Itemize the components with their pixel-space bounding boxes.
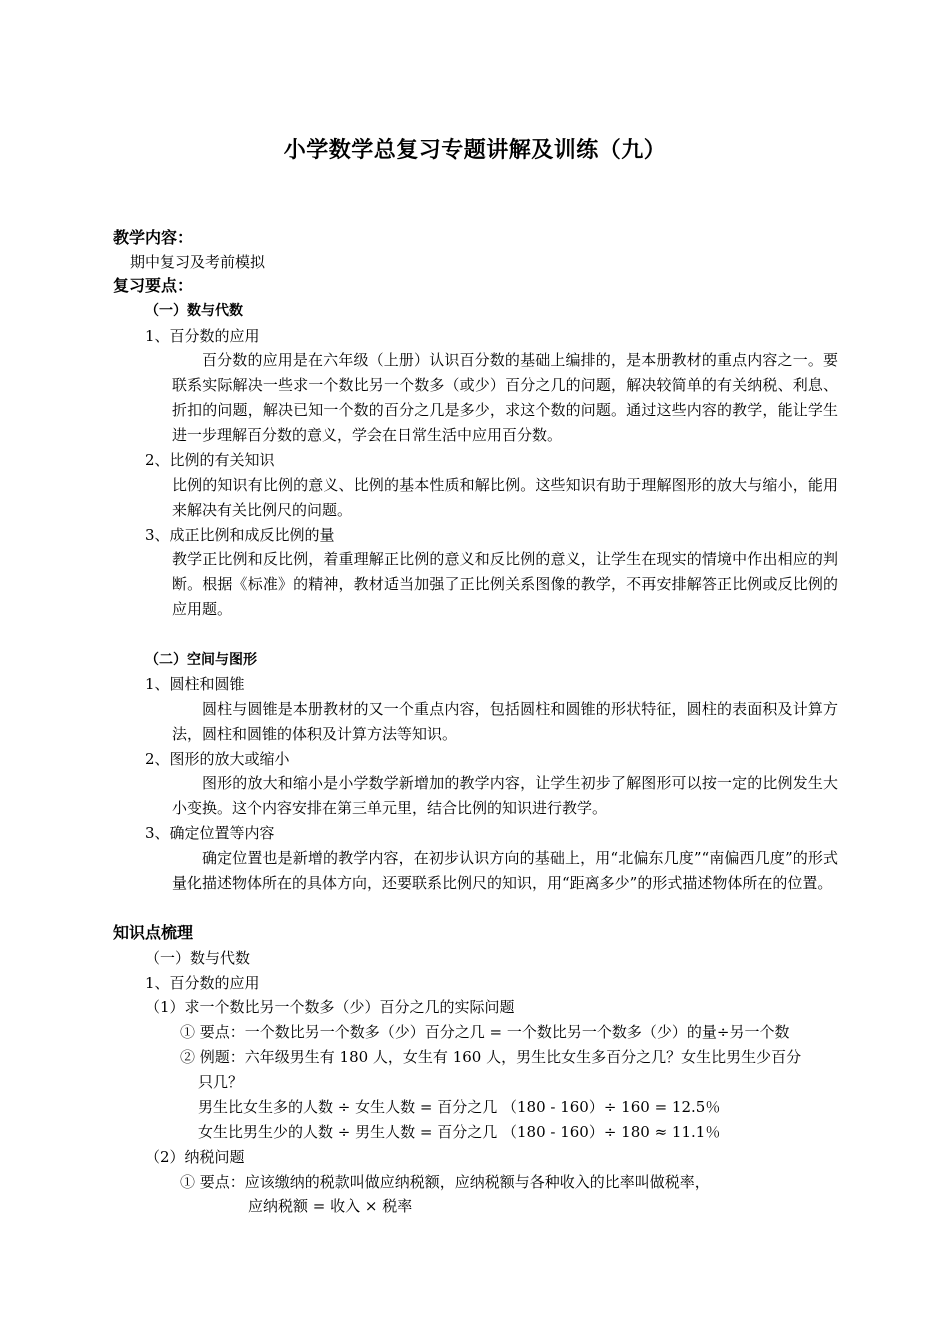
review-part1-item1-body: 百分数的应用是在六年级（上册）认识百分数的基础上编排的，是本册教材的重点内容之一。要联系实际解决一些求一个数比另一个数多（或少）百分之几的问题，解决较简单的有关纳税、利息、折扣的问题，解决已知一个数的百分之几是多少，求这个数的问题。通过这些内容的教学，能让学生进一步理解百分数的意义，学会在日常生活中应用百分数。 (172, 351, 838, 444)
knowledge-sub1-point1: ① 要点：一个数比另一个数多（少）百分之几 = 一个数比另一个数多（少）的量÷另一个数 (180, 1023, 790, 1041)
knowledge-sub1-title: （1）求一个数比另一个数多（少）百分之几的实际问题 (145, 998, 515, 1016)
review-part2-item2-title: 2、图形的放大或缩小 (145, 750, 290, 768)
knowledge-sub2-title: （2）纳税问题 (145, 1148, 245, 1166)
teaching-content-heading: 教学内容： (113, 228, 194, 247)
review-part2-item3-body: 确定位置也是新增的教学内容，在初步认识方向的基础上，用“北偏东几度”“南偏西几度”的形式量化描述物体所在的具体方向，还要联系比例尺的知识，用“距离多少”的形式描述物体所在的位置。 (172, 849, 838, 892)
document-title: 小学数学总复习专题讲解及训练（九） (283, 138, 667, 163)
review-points-heading: 复习要点： (113, 276, 194, 295)
knowledge-sub1-point2-line2: 只几？ (198, 1073, 244, 1091)
review-part2-item3-title: 3、确定位置等内容 (145, 824, 275, 842)
review-part1-heading: （一）数与代数 (145, 303, 243, 319)
knowledge-sub1-calc1: 男生比女生多的人数 ÷ 女生人数 = 百分之几 （180 - 160）÷ 160 = 12.5％ (198, 1098, 721, 1116)
review-part2-item1-title: 1、圆柱和圆锥 (145, 675, 245, 693)
knowledge-part1-heading: （一）数与代数 (145, 949, 251, 967)
review-part1-item1-title: 1、百分数的应用 (145, 327, 260, 345)
review-part1-item2-body: 比例的知识有比例的意义、比例的基本性质和解比例。这些知识有助于理解图形的放大与缩小，能用来解决有关比例尺的问题。 (172, 476, 838, 519)
knowledge-sub2-formula: 应纳税额 = 收入 × 税率 (248, 1197, 413, 1215)
review-part2-item1-body: 圆柱与圆锥是本册教材的又一个重点内容，包括圆柱和圆锥的形状特征，圆柱的表面积及计算方法，圆柱和圆锥的体积及计算方法等知识。 (172, 700, 838, 743)
review-part1-item3-title: 3、成正比例和成反比例的量 (145, 526, 335, 544)
knowledge-heading: 知识点梳理 (113, 923, 194, 942)
review-part2-item2-body: 图形的放大和缩小是小学数学新增加的教学内容，让学生初步了解图形可以按一定的比例发生大小变换。这个内容安排在第三单元里，结合比例的知识进行教学。 (172, 774, 838, 817)
knowledge-sub1-point2-line1: ② 例题：六年级男生有 180 人，女生有 160 人，男生比女生多百分之几？女生比男生少百分 (180, 1048, 802, 1066)
knowledge-sub2-point1: ① 要点：应该缴纳的税款叫做应纳税额，应纳税额与各种收入的比率叫做税率， (180, 1173, 710, 1191)
teaching-content-text: 期中复习及考前模拟 (130, 253, 266, 271)
knowledge-item1-title: 1、百分数的应用 (145, 974, 260, 992)
knowledge-sub1-calc2: 女生比男生少的人数 ÷ 男生人数 = 百分之几 （180 - 160）÷ 180 ≈ 11.1％ (198, 1123, 721, 1141)
review-part1-item2-title: 2、比例的有关知识 (145, 451, 275, 469)
review-part1-item3-body: 教学正比例和反比例，着重理解正比例的意义和反比例的意义，让学生在现实的情境中作出相应的判断。根据《标准》的精神，教材适当加强了正比例关系图像的教学，不再安排解答正比例或反比例的应用题。 (172, 550, 838, 618)
review-part2-heading: （二）空间与图形 (145, 652, 257, 668)
